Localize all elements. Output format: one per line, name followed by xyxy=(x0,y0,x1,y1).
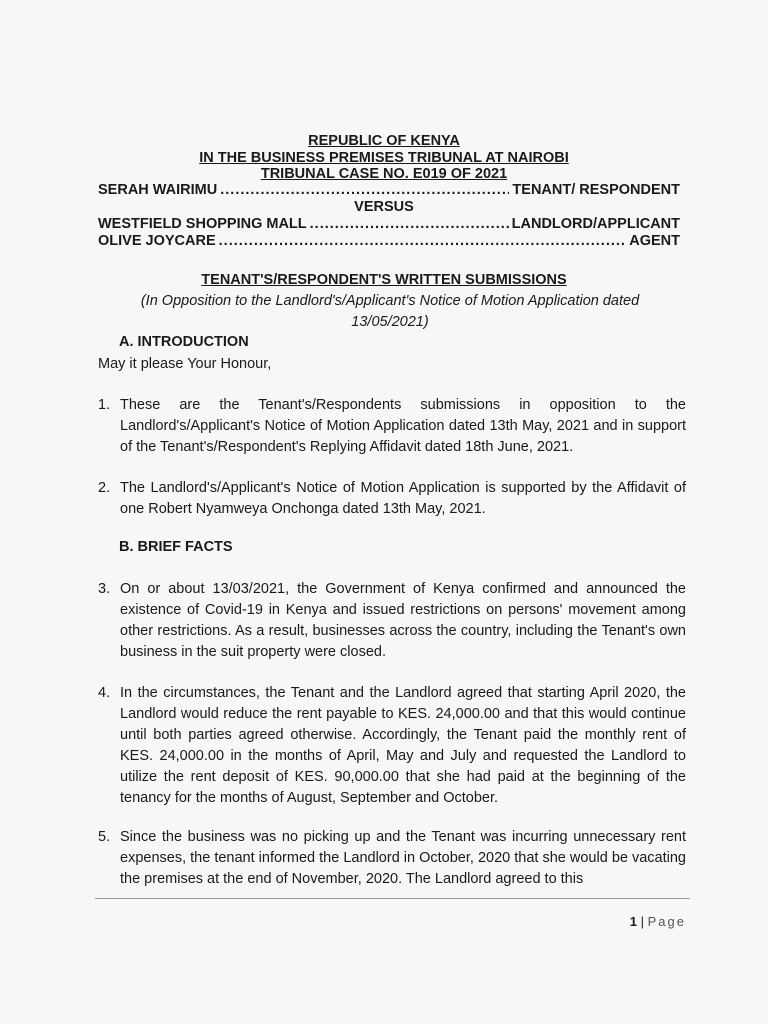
leader-dots xyxy=(220,182,509,198)
paragraph-5 xyxy=(98,827,686,890)
tenant-role: TENANT/ RESPONDENT xyxy=(512,182,680,198)
versus-label: VERSUS xyxy=(354,199,414,215)
agent-name: OLIVE JOYCARE xyxy=(98,233,216,249)
paragraph-4 xyxy=(98,683,686,809)
paragraph-text: Since the business was no picking up and the Tenant was incurring unnecessary rent expenses, the tenant informed the Landlord in October, 2020 that she would be vacating the premises at the end of November, 2020. The Landlord agreed to this xyxy=(120,829,686,887)
paragraph-text: In the circumstances, the Tenant and the Landlord agreed that starting April 2020, the Landlord would reduce the rent payable to KES. 24,000.00 and that this would continue until both parties agreed otherwise. Accordingly, the Tenant paid the monthly rent of KES. 24,000.00 in the months of April, May and July and requested the Landlord to utilize the rent deposit of KES. 90,000.00 that she had paid at the beginning of the tenancy for the months of August, September and October. xyxy=(120,685,686,806)
paragraph-text: The Landlord's/Applicant's Notice of Motion Application is supported by the Affidavit of one Robert Nyamweya Onchonga dated 13th May, 2021. xyxy=(120,480,686,517)
paragraph-text: These are the Tenant's/Respondents submissions in opposition to the Landlord's/Applicant's Notice of Motion Application dated 13th May, 2021 and in support of the Tenant's/Respondent's Replying Affidavit dated 18th June, 2021. xyxy=(120,397,686,455)
landlord-name: WESTFIELD SHOPPING MALL xyxy=(98,216,307,232)
page-separator: | xyxy=(640,914,644,929)
document-title: TENANT'S/RESPONDENT'S WRITTEN SUBMISSIONS xyxy=(201,272,567,288)
party-tenant xyxy=(98,182,680,198)
paragraph-number: 5. xyxy=(98,829,111,845)
paragraph-1 xyxy=(98,395,686,458)
salutation: May it please Your Honour, xyxy=(98,356,272,372)
page-number-value: 1 xyxy=(629,914,637,929)
heading-republic: REPUBLIC OF KENYA xyxy=(308,133,460,149)
landlord-role: LANDLORD/APPLICANT xyxy=(511,216,680,232)
paragraph-number: 3. xyxy=(98,581,111,597)
page-number xyxy=(630,914,686,929)
document-subtitle xyxy=(100,291,680,333)
heading-case-number: TRIBUNAL CASE NO. E019 OF 2021 xyxy=(260,166,508,182)
paragraph-text: On or about 13/03/2021, the Government of Kenya confirmed and announced the existence of Covid-19 in Kenya and issued restrictions on persons' movement among other restrictions. As a result, businesses across the country, including the Tenant's own business in the suit property were closed. xyxy=(120,581,686,660)
footer-rule xyxy=(95,898,690,899)
paragraph-2 xyxy=(98,478,686,520)
party-landlord xyxy=(98,216,680,232)
heading-tribunal: IN THE BUSINESS PREMISES TRIBUNAL AT NAIROBI xyxy=(199,150,569,166)
leader-dots xyxy=(219,233,627,249)
party-agent xyxy=(98,233,680,249)
paragraph-number: 4. xyxy=(98,685,111,701)
agent-role: AGENT xyxy=(629,233,680,249)
page-label: Page xyxy=(647,914,686,929)
subtitle-line-1: (In Opposition to the Landlord's/Applicant's Notice of Motion Application dated xyxy=(140,293,640,309)
section-heading-introduction: A. INTRODUCTION xyxy=(119,334,249,350)
tenant-name: SERAH WAIRIMU xyxy=(98,182,218,198)
subtitle-line-2: 13/05/2021) xyxy=(351,314,429,330)
section-heading-brief-facts: B. BRIEF FACTS xyxy=(119,539,233,555)
leader-dots xyxy=(310,216,509,232)
paragraph-number: 2. xyxy=(98,480,111,496)
paragraph-3 xyxy=(98,579,686,663)
paragraph-number: 1. xyxy=(98,397,111,413)
